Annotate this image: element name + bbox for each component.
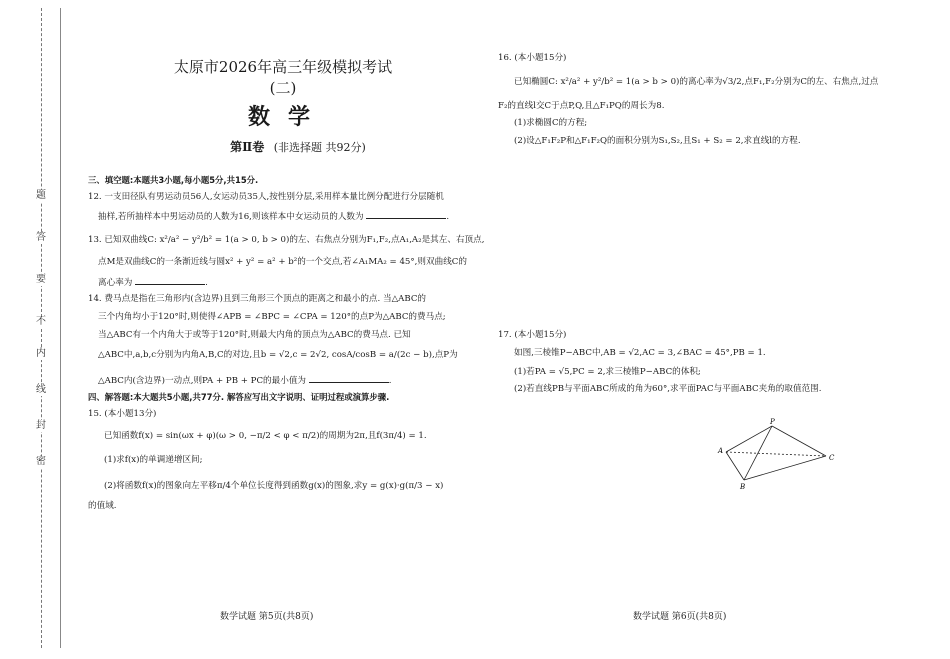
q12-line1: 12. 一支田径队有男运动员56人,女运动员35人,按性别分层,采用样本量比例分配进行分层随机 xyxy=(88,192,444,202)
edge-bc xyxy=(744,456,826,480)
exam-title: 太原市2026年高三年级模拟考试(二) xyxy=(173,58,393,97)
q16-title: 16. (本小题15分) xyxy=(498,53,567,63)
q15-stem: 已知函数f(x) = sin(ωx + φ)(ω > 0, −π/2 < φ < π/2)的周期为2π,且f(3π/4) = 1. xyxy=(104,431,427,441)
binding-char: 密 xyxy=(30,456,52,468)
label-b: B xyxy=(740,483,746,490)
edge-ac-hidden xyxy=(726,452,826,456)
q16-part1: (1)求椭圆C的方程; xyxy=(514,118,588,128)
binding-char: 内 xyxy=(30,348,52,360)
page-edge-rule xyxy=(60,8,61,648)
subject-title: 数学 xyxy=(247,105,328,130)
q12-line2-text: 抽样,若所抽样本中男运动员的人数为16,则该样本中女运动员的人数为 xyxy=(98,212,364,222)
binding-char: 答 xyxy=(30,232,52,244)
answer-blank[interactable] xyxy=(309,373,389,383)
answer-blank[interactable] xyxy=(135,275,205,285)
footer-right: 数学试题 第6页(共8页) xyxy=(633,612,727,622)
binding-char: 不 xyxy=(30,316,52,328)
q14-line5-text: △ABC内(含边界)一动点,则PA + PB + PC的最小值为 xyxy=(98,376,307,386)
q17-part2: (2)若直线PB与平面ABC所成的角为60°,求平面PAC与平面ABC夹角的取值范围. xyxy=(514,384,822,394)
q14-line2: 三个内角均小于120°时,则使得∠APB = ∠BPC = ∠CPA = 120°的点P为△ABC的费马点; xyxy=(98,312,446,322)
q13-line2: 点M是双曲线C的一条渐近线与圆x² + y² = a² + b²的一个交点,若∠A₁MA₂ = 45°,则双曲线C的 xyxy=(98,257,467,267)
q16-line2: F₂的直线l交C于点P,Q,且△F₁PQ的周长为8. xyxy=(498,101,665,111)
q16-line1: 已知椭圆C: x²/a² + y²/b² = 1(a > b > 0)的离心率为√3/2,点F₁,F₂分别为C的左、右焦点,过点 xyxy=(514,77,879,87)
label-a: A xyxy=(718,447,724,455)
q15-part1: (1)求f(x)的单调递增区间; xyxy=(104,455,203,465)
label-p: P xyxy=(770,418,775,426)
pyramid-diagram xyxy=(710,418,840,490)
footer-left: 数学试题 第5页(共8页) xyxy=(220,612,314,622)
q17-title: 17. (本小题15分) xyxy=(498,330,567,340)
q14-line3: 当△ABC有一个内角大于或等于120°时,则最大内角的顶点为△ABC的费马点. 已知 xyxy=(98,330,411,340)
q15-title: 15. (本小题13分) xyxy=(88,409,157,419)
answer-blank[interactable] xyxy=(366,209,446,219)
binding-char: 要 xyxy=(30,274,52,286)
q14-line4: △ABC中,a,b,c分别为内角A,B,C的对边,且b = √2,c = 2√2, cosA/cosB = a/(2c − b),点P为 xyxy=(98,350,458,360)
binding-char: 封 xyxy=(30,420,52,432)
volume-label: 第Ⅱ卷 xyxy=(230,140,265,154)
section-heading-fill-in: 三、填空题:本题共3小题,每小题5分,共15分. xyxy=(88,175,259,185)
binding-char: 线 xyxy=(30,384,52,396)
q14-line1: 14. 费马点是指在三角形内(含边界)且到三角形三个顶点的距离之和最小的点. 当△ABC的 xyxy=(88,294,427,304)
q13-line3-text: 离心率为 xyxy=(98,278,133,288)
edge-pc xyxy=(772,426,826,456)
volume-note: (非选择题 共92分) xyxy=(273,141,366,154)
q15-part2: (2)将函数f(x)的图象向左平移π/4个单位长度得到函数g(x)的图象,求y = g(x)·g(π/3 − x) xyxy=(104,481,444,491)
q12-line2: 抽样,若所抽样本中男运动员的人数为16,则该样本中女运动员的人数为 . xyxy=(98,209,449,223)
edge-ab xyxy=(726,452,744,480)
q15-part2-end: 的值域. xyxy=(88,501,117,511)
binding-dashed-line xyxy=(41,8,42,648)
q16-part2: (2)设△F₁F₂P和△F₁F₂Q的面积分别为S₁,S₂,且S₁ + S₂ = 2,求直线l的方程. xyxy=(514,136,801,146)
q17-part1: (1)若PA = √5,PC = 2,求三棱锥P−ABC的体积; xyxy=(514,367,701,377)
q14-line5: △ABC内(含边界)一动点,则PA + PB + PC的最小值为 . xyxy=(98,373,391,387)
binding-margin xyxy=(0,0,60,659)
label-c: C xyxy=(829,454,835,462)
section-heading-answer: 四、解答题:本大题共5小题,共77分. 解答应写出文字说明、证明过程或演算步骤. xyxy=(88,392,390,402)
q17-line1: 如图,三棱锥P−ABC中,AB = √2,AC = 3,∠BAC = 45°,PB = 1. xyxy=(514,348,766,358)
q13-line1: 13. 已知双曲线C: x²/a² − y²/b² = 1(a > 0, b > 0)的左、右焦点分别为F₁,F₂,点A₁,A₂是其左、右顶点, xyxy=(88,235,485,245)
volume-heading xyxy=(188,138,408,155)
binding-char: 题 xyxy=(30,190,52,202)
q13-line3: 离心率为 . xyxy=(98,275,208,289)
